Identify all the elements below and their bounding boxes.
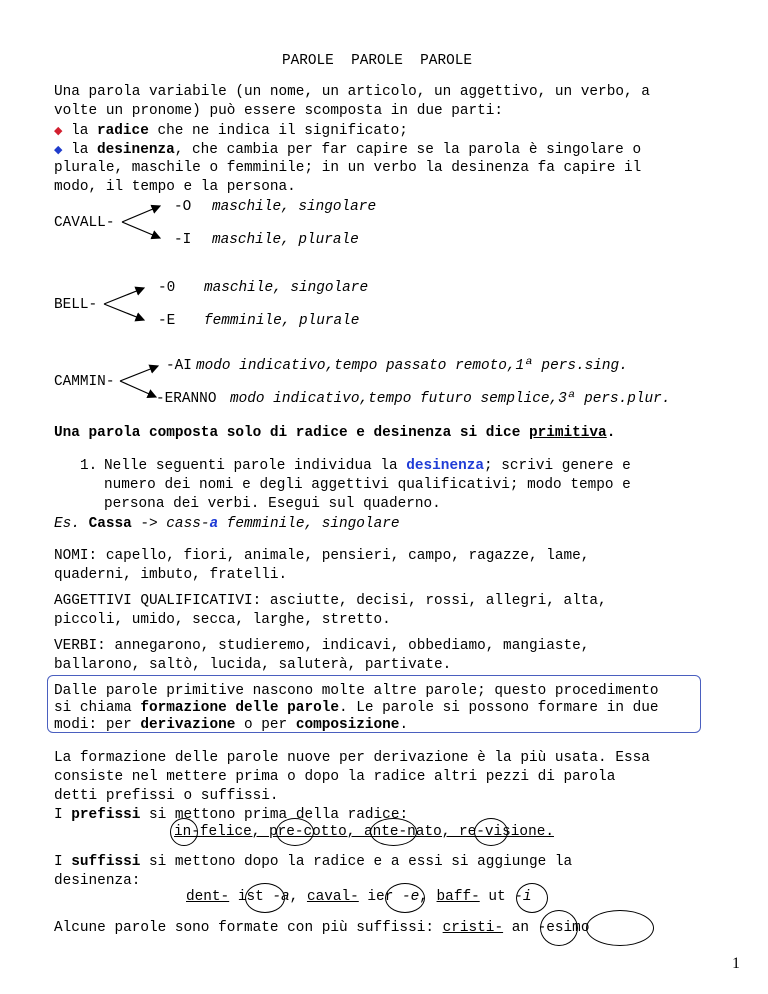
diagram-ending: -I <box>174 232 192 248</box>
diagram-description: modo indicativo,tempo passato remoto,1ª pers.sing. <box>196 358 628 374</box>
derivation-line-2: consiste nel mettere prima o dopo la radice altri pezzi di parola <box>54 769 616 785</box>
suffix-circle <box>385 883 425 913</box>
intro-line-1: Una parola variabile (un nome, un articolo, un aggettivo, un verbo, a <box>54 84 650 100</box>
exercise-number: 1. <box>80 458 98 474</box>
exercise-line-1: Nelle seguenti parole individua la desinenza; scrivi genere e <box>104 458 631 474</box>
arrow-icon <box>120 366 158 381</box>
primitiva-definition: Una parola composta solo di radice e desinenza si dice primitiva. <box>54 425 616 441</box>
prefix-circle <box>276 818 314 846</box>
prefissi-line: I prefissi si mettono prima della radice: <box>54 807 409 823</box>
arrow-icon <box>104 304 144 320</box>
diagram-description: maschile, plurale <box>212 232 359 248</box>
diagram-ending: -E <box>158 313 176 329</box>
exercise-line-3: persona dei verbi. Esegui sul quaderno. <box>104 496 441 512</box>
diagram-description: modo indicativo,tempo futuro semplice,3ª pers.plur. <box>230 391 671 407</box>
verbi-line-1: VERBI: annegarono, studieremo, indicavi, obbediamo, mangiaste, <box>54 638 590 654</box>
diagram-root-cavall: CAVALL- <box>54 215 115 231</box>
aggettivi-line-2: piccoli, umido, secca, larghe, stretto. <box>54 612 391 628</box>
derivation-line-1: La formazione delle parole nuove per derivazione è la più usata. Essa <box>54 750 650 766</box>
suffix-circle <box>540 910 578 946</box>
diagram-description: femminile, plurale <box>204 313 360 329</box>
derivation-line-3: detti prefissi o suffissi. <box>54 788 279 804</box>
suffix-circle <box>586 910 654 946</box>
box-line-3: modi: per derivazione o per composizione. <box>54 717 409 733</box>
arrow-icon <box>104 288 144 304</box>
prefix-circle <box>170 818 198 846</box>
page-number: 1 <box>732 955 740 972</box>
box-line-2: si chiama formazione delle parole. Le parole si possono formare in due <box>54 700 659 716</box>
prefissi-example: in-felice, pre-cotto, ante-nato, re-visione. <box>174 824 554 840</box>
nomi-line-2: quaderni, imbuto, fratelli. <box>54 567 288 583</box>
arrow-icon <box>122 206 160 222</box>
suffix-circle <box>516 883 548 913</box>
diagram-description: maschile, singolare <box>204 280 369 296</box>
nomi-line-1: NOMI: capello, fiori, animale, pensieri, campo, ragazze, lame, <box>54 548 590 564</box>
diagram-description: maschile, singolare <box>212 199 377 215</box>
arrow-icon <box>120 381 156 397</box>
intro-line-6: modo, il tempo e la persona. <box>54 179 296 195</box>
blue-diamond-icon: ◆ <box>54 143 63 156</box>
suffissi-line: I suffissi si mettono dopo la radice e a essi si aggiunge la <box>54 854 573 870</box>
exercise-line-2: numero dei nomi e degli aggettivi qualificativi; modo tempo e <box>104 477 631 493</box>
bullet-desinenza: ◆ la desinenza, che cambia per far capire se la parola è singolare o <box>54 142 642 158</box>
diagram-root-cammin: CAMMIN- <box>54 374 115 390</box>
diagram-ending: -O <box>174 199 192 215</box>
box-line-1: Dalle parole primitive nascono molte altre parole; questo procedimento <box>54 683 659 699</box>
verbi-line-2: ballarono, saltò, lucida, saluterà, partivate. <box>54 657 452 673</box>
arrow-icon <box>122 222 160 238</box>
red-diamond-icon: ◆ <box>54 124 63 137</box>
prefix-circle <box>370 818 417 846</box>
diagram-ending: -ERANNO <box>156 391 217 407</box>
intro-line-2: volte un pronome) può essere scomposta in due parti: <box>54 103 504 119</box>
suffix-circle <box>245 883 285 913</box>
example-line: Es. Cassa -> cass-a femminile, singolare <box>54 516 400 532</box>
diagram-ending: -0 <box>158 280 176 296</box>
suffissi-line-2: desinenza: <box>54 873 141 889</box>
page-title: PAROLE PAROLE PAROLE <box>282 53 472 69</box>
intro-line-5: plurale, maschile o femminile; in un verbo la desinenza fa capire il <box>54 160 642 176</box>
prefix-circle <box>474 818 508 846</box>
diagram-ending: -AI <box>166 358 192 374</box>
suffissi-example: dent- ist -a, caval- ier -e, baff- ut -i <box>186 889 532 905</box>
aggettivi-line-1: AGGETTIVI QUALIFICATIVI: asciutte, decisi, rossi, allegri, alta, <box>54 593 607 609</box>
multi-suffix-line: Alcune parole sono formate con più suffissi: cristi- an -esimo <box>54 920 590 936</box>
bullet-radice: ◆ la radice che ne indica il significato; <box>54 123 408 139</box>
diagram-root-bell: BELL- <box>54 297 98 313</box>
